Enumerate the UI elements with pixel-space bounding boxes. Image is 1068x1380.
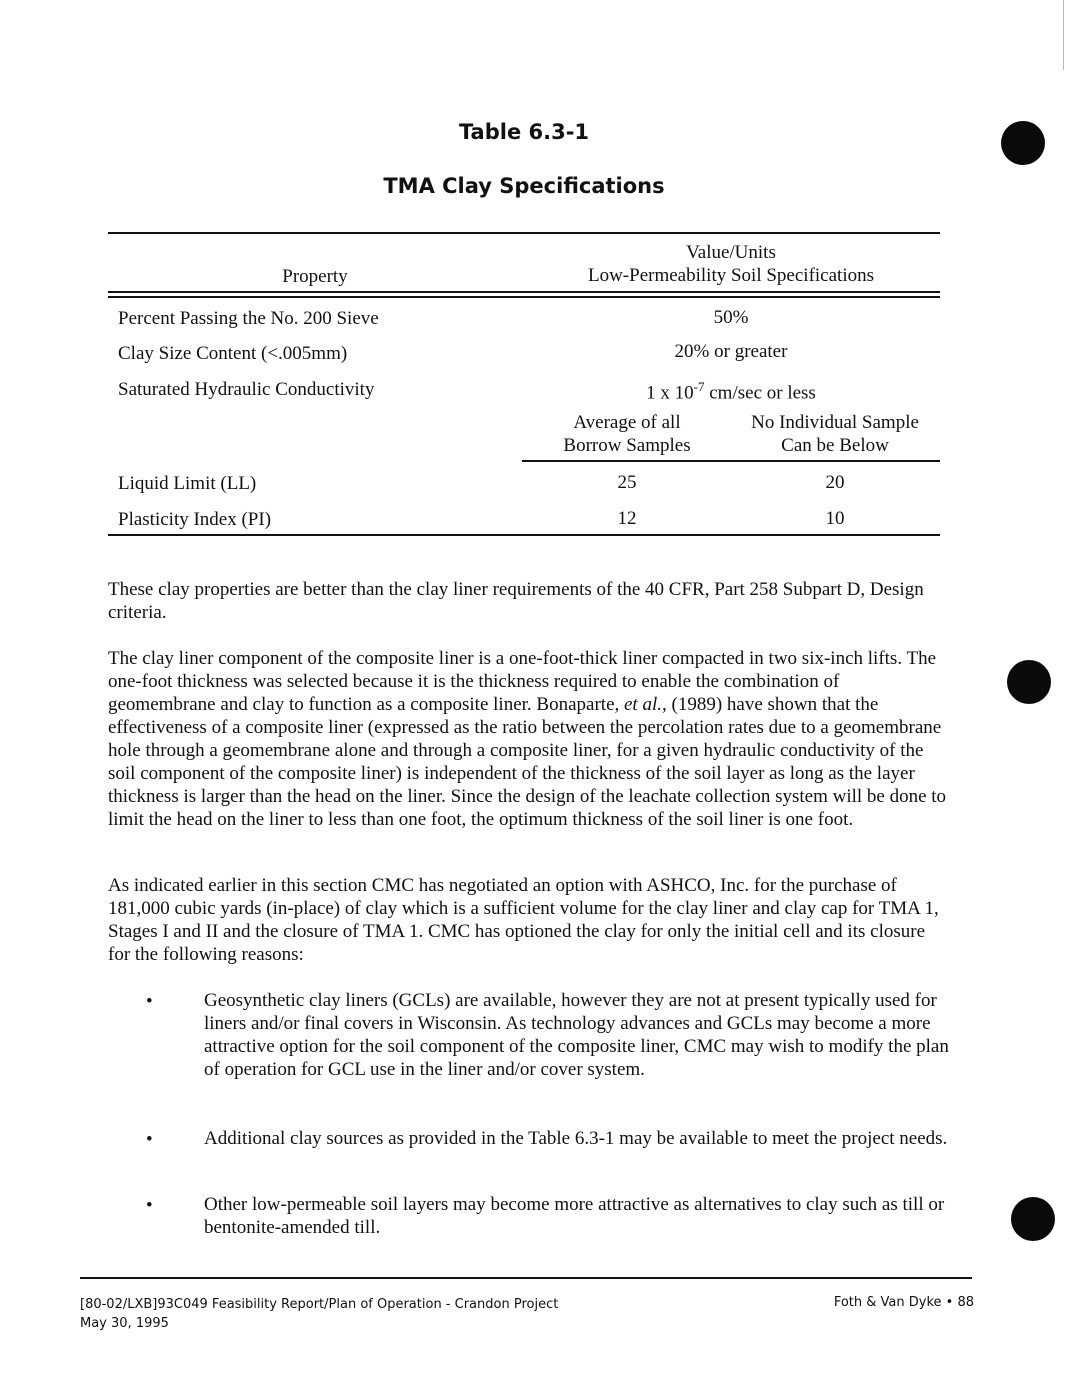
subheader-minimum-line1: No Individual Sample [751, 412, 919, 433]
header-value-line1: Value/Units [686, 242, 776, 263]
table-number: Table 6.3-1 [458, 120, 590, 144]
limit-row-property: Liquid Limit (LL) [118, 473, 257, 494]
paragraph-clay-option: As indicated earlier in this section CMC has negotiated an option with ASHCO, Inc. for the purchase of 181,000 cubic yards (in-place) of clay which is a sufficient volume for the clay liner and clay cap for TMA 1, Stages I and II and the closure of TMA 1. CMC has optioned the clay for only the initial cell and its closure for the following reasons: [108, 875, 939, 965]
row-property: Saturated Hydraulic Conductivity [118, 379, 375, 400]
table-bottom-rule [108, 534, 940, 536]
subheader-rule [522, 460, 940, 462]
footer-rule [80, 1277, 972, 1279]
header-value-line2: Low-Permeability Soil Specifications [587, 265, 874, 286]
limit-row-minimum: 20 [825, 472, 845, 493]
page-edge-line [1063, 0, 1064, 70]
conductivity-exponent: -7 [693, 379, 705, 394]
row-value: 50% [713, 307, 749, 328]
header-double-rule-b [108, 296, 940, 298]
bullet-item-gcl: Geosynthetic clay liners (GCLs) are available, however they are not at present typically used for liners and/or final covers in Wisconsin. As technology advances and GCLs may become a more attractive option for the soil component of the composite liner, CMC may wish to modify the plan of operation for GCL use in the liner and/or cover system. [204, 990, 949, 1080]
bullet-marker: • [146, 1195, 153, 1216]
subheader-minimum-line2: Can be Below [781, 435, 889, 456]
punch-hole-bottom [1011, 1197, 1055, 1241]
footer-date: May 30, 1995 [80, 1316, 169, 1331]
subheader-average-line1: Average of all [573, 412, 681, 433]
punch-hole-middle [1007, 660, 1051, 704]
header-property: Property [282, 266, 348, 287]
row-value: 20% or greater [674, 341, 788, 362]
table-title: TMA Clay Specifications [383, 174, 665, 198]
paragraph-liner-text-a: The clay liner component of the composite liner is a one-foot-thick liner compacted in two six-inch lifts. The one-foot thickness was selected because it is the thickness required to enable the combination of geomembrane and clay to function as a composite liner. Bonaparte, [108, 648, 937, 715]
row-property: Percent Passing the No. 200 Sieve [118, 308, 379, 329]
conductivity-prefix: 1 x 10 [646, 382, 694, 404]
limit-row-average: 25 [617, 472, 637, 493]
paragraph-liner-thickness [108, 647, 948, 831]
limit-row-average: 12 [617, 508, 637, 529]
bullet-item-clay-sources: Additional clay sources as provided in the Table 6.3-1 may be available to meet the project needs. [204, 1128, 948, 1149]
paragraph-liner-citation: et al. [624, 694, 662, 715]
paragraph-clay-properties: These clay properties are better than the clay liner requirements of the 40 CFR, Part 258 Subpart D, Design criteria. [108, 579, 924, 623]
subheader-average-line2: Borrow Samples [563, 435, 691, 456]
limit-row-property: Plasticity Index (PI) [118, 509, 272, 530]
table-top-rule [108, 232, 940, 234]
header-double-rule-a [108, 291, 940, 293]
paragraph-liner-text-b: , (1989) have shown that the effectiveness of a composite liner (expressed as the ratio between the percolation rates due to a geomembrane hole through a geomembrane alone and through a composite liner, for a given hydraulic conductivity of the soil component of the composite liner) is independent of the thickness of the soil layer as long as the layer thickness is larger than the head on the liner. Since the design of the leachate collection system will be done to limit the head on the liner to less than one foot, the optimum thickness of the soil liner is one foot. [108, 694, 947, 830]
row-property: Clay Size Content (<.005mm) [118, 343, 348, 364]
conductivity-suffix: cm/sec or less [704, 382, 816, 404]
bullet-marker: • [146, 1129, 153, 1150]
footer-document-reference: [80-02/LXB]93C049 Feasibility Report/Plan of Operation - Crandon Project [80, 1297, 559, 1312]
row-value-conductivity [522, 375, 940, 405]
bullet-marker: • [146, 991, 153, 1012]
footer-company-page: Foth & Van Dyke • 88 [833, 1295, 974, 1310]
bullet-item-soil-layers: Other low-permeable soil layers may become more attractive as alternatives to clay such as till or bentonite-amended till. [204, 1194, 945, 1238]
limit-row-minimum: 10 [825, 508, 845, 529]
